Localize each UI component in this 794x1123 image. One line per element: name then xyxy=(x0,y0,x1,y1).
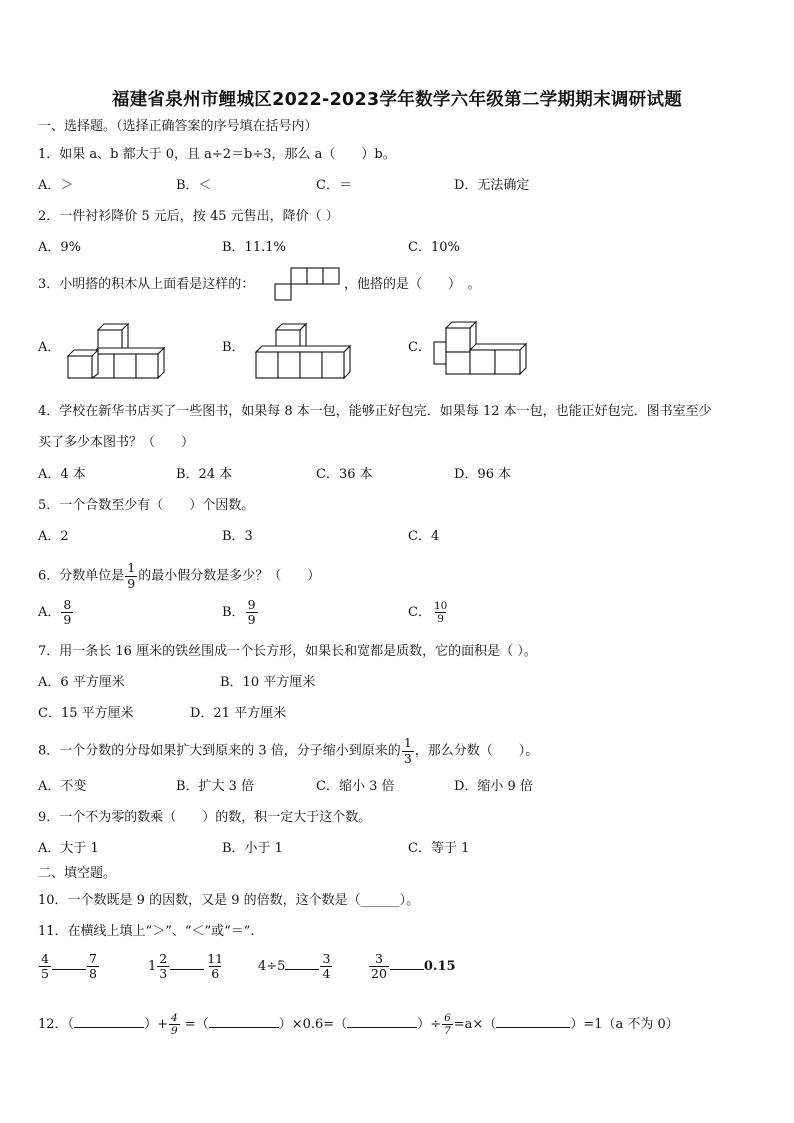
q4-option-d: D．96 本 xyxy=(454,467,512,482)
question-11-stem: 11．在横线上填上“＞”、“＜”或“＝”. xyxy=(38,924,255,939)
q7-option-a: A．6 平方厘米 xyxy=(38,675,125,690)
q9-option-b: B．小于 1 xyxy=(222,841,283,856)
q5-option-c: C．4 xyxy=(408,529,440,544)
section-fill-heading: 二、填空题。 xyxy=(38,866,117,881)
q4-option-a: A．4 本 xyxy=(38,467,86,482)
q8-option-b: B．扩大 3 倍 xyxy=(176,779,255,794)
q11-compare-1: $\frac{4}{5}$ $\frac{7}{8}$ xyxy=(41,950,97,981)
question-6-stem: 6．分数单位是 $\frac{1}{9}$ 的最小假分数是多少？（ ） xyxy=(38,560,321,591)
q7-option-d: D．21 平方厘米 xyxy=(190,706,287,721)
question-3-stem-start: 3．小明搭的积木从上面看是这样的： xyxy=(38,277,255,292)
q11-blank-2[interactable] xyxy=(170,957,204,970)
q12-blank-2[interactable] xyxy=(209,1015,279,1028)
question-4-stem-line2: 买了多少本图书？（ ） xyxy=(38,435,195,450)
q2-option-b: B．11.1% xyxy=(222,240,286,255)
question-5-stem: 5．一个合数至少有（ ）个因数。 xyxy=(38,498,255,513)
q8-option-d: D．缩小 9 倍 xyxy=(454,779,533,794)
q3-option-c-blocks xyxy=(432,320,532,376)
q3-option-b-blocks xyxy=(256,322,356,378)
q11-compare-4: $\frac{3}{20}$ 0.15 xyxy=(371,950,456,981)
q5-option-a: A．2 xyxy=(38,529,69,544)
question-1-stem: 1．如果 a、b 都大于 0，且 a÷2＝b÷3，那么 a（ ）b。 xyxy=(38,147,396,162)
question-4-stem-line1: 4．学校在新华书店买了一些图书，如果每 8 本一包，能够正好包完．如果每 12 本一包，也能正好包完．图书室至少 xyxy=(38,404,712,419)
q11-blank-4[interactable] xyxy=(390,957,424,970)
q11-compare-3: 4÷5 $\frac{3}{4}$ xyxy=(258,950,331,981)
question-9-stem: 9．一个不为零的数乘（ ）的数，积一定大于这个数。 xyxy=(38,810,372,825)
question-2-stem: 2．一件衬衫降价 5 元后，按 45 元售出，降价（ ） xyxy=(38,209,339,224)
q4-option-b: B．24 本 xyxy=(176,467,233,482)
q6-option-b: B． $\frac{9}{9}$ xyxy=(222,596,256,627)
q1-option-b: B．＜ xyxy=(176,178,212,193)
q7-option-b: B．10 平方厘米 xyxy=(220,675,316,690)
page-title: 福建省泉州市鲤城区2022-2023学年数学六年级第二学期期末调研试题 xyxy=(111,90,683,110)
question-3-stem-end: ，他搭的是（ ） 。 xyxy=(344,277,481,292)
q1-option-c: C．＝ xyxy=(316,178,352,193)
q12-blank-1[interactable] xyxy=(74,1015,144,1028)
q4-option-c: C．36 本 xyxy=(316,467,373,482)
section-choice-heading: 一、选择题。（选择正确答案的序号填在括号内） xyxy=(38,119,318,134)
q7-option-c: C．15 平方厘米 xyxy=(38,706,134,721)
q8-option-c: C．缩小 3 倍 xyxy=(316,779,395,794)
question-8-stem: 8．一个分数的分母如果扩大到原来的 3 倍，分子缩小到原来的 $\frac{1}{3}$ ，那么分数（ ）。 xyxy=(38,735,539,766)
question-12: 12．（ ）+ $\frac{4}{9}$ =（ ）×0.6=（ ）÷ $\frac{6}{7}$ =a×（ ）=1（a 不为 0） xyxy=(38,1011,679,1037)
q11-blank-1[interactable] xyxy=(52,957,86,970)
q9-option-a: A．大于 1 xyxy=(38,841,99,856)
question-7-stem: 7．用一条长 16 厘米的铁丝围成一个长方形，如果长和宽都是质数，它的面积是（ ）。 xyxy=(38,644,537,659)
q3-option-a: A． xyxy=(38,340,61,355)
q1-option-d: D．无法确定 xyxy=(454,178,530,193)
q6-option-a: A． $\frac{8}{9}$ xyxy=(38,596,72,627)
q2-option-a: A．9% xyxy=(38,240,82,255)
q3-option-c: C． xyxy=(408,340,431,355)
q9-option-c: C．等于 1 xyxy=(408,841,470,856)
q2-option-c: C．10% xyxy=(408,240,460,255)
q11-blank-3[interactable] xyxy=(285,957,319,970)
q11-compare-2: 1 $\frac{2}{3}$ $\frac{11}{6}$ xyxy=(148,950,224,981)
top-view-figure xyxy=(274,268,344,302)
q6-unit-fraction: $\frac{1}{9}$ xyxy=(127,560,136,591)
q3-option-a-blocks xyxy=(68,322,168,378)
q5-option-b: B．3 xyxy=(222,529,253,544)
q12-blank-3[interactable] xyxy=(347,1015,417,1028)
q12-blank-4[interactable] xyxy=(496,1015,570,1028)
q3-option-b: B． xyxy=(222,340,245,355)
q8-fraction: $\frac{1}{3}$ xyxy=(403,735,412,766)
question-10-stem: 10．一个数既是 9 的因数，又是 9 的倍数，这个数是（______）。 xyxy=(38,893,420,908)
q1-option-a: A．＞ xyxy=(38,178,74,193)
q8-option-a: A．不变 xyxy=(38,779,87,794)
q6-option-c: C． $\frac{10}{9}$ xyxy=(408,599,448,625)
